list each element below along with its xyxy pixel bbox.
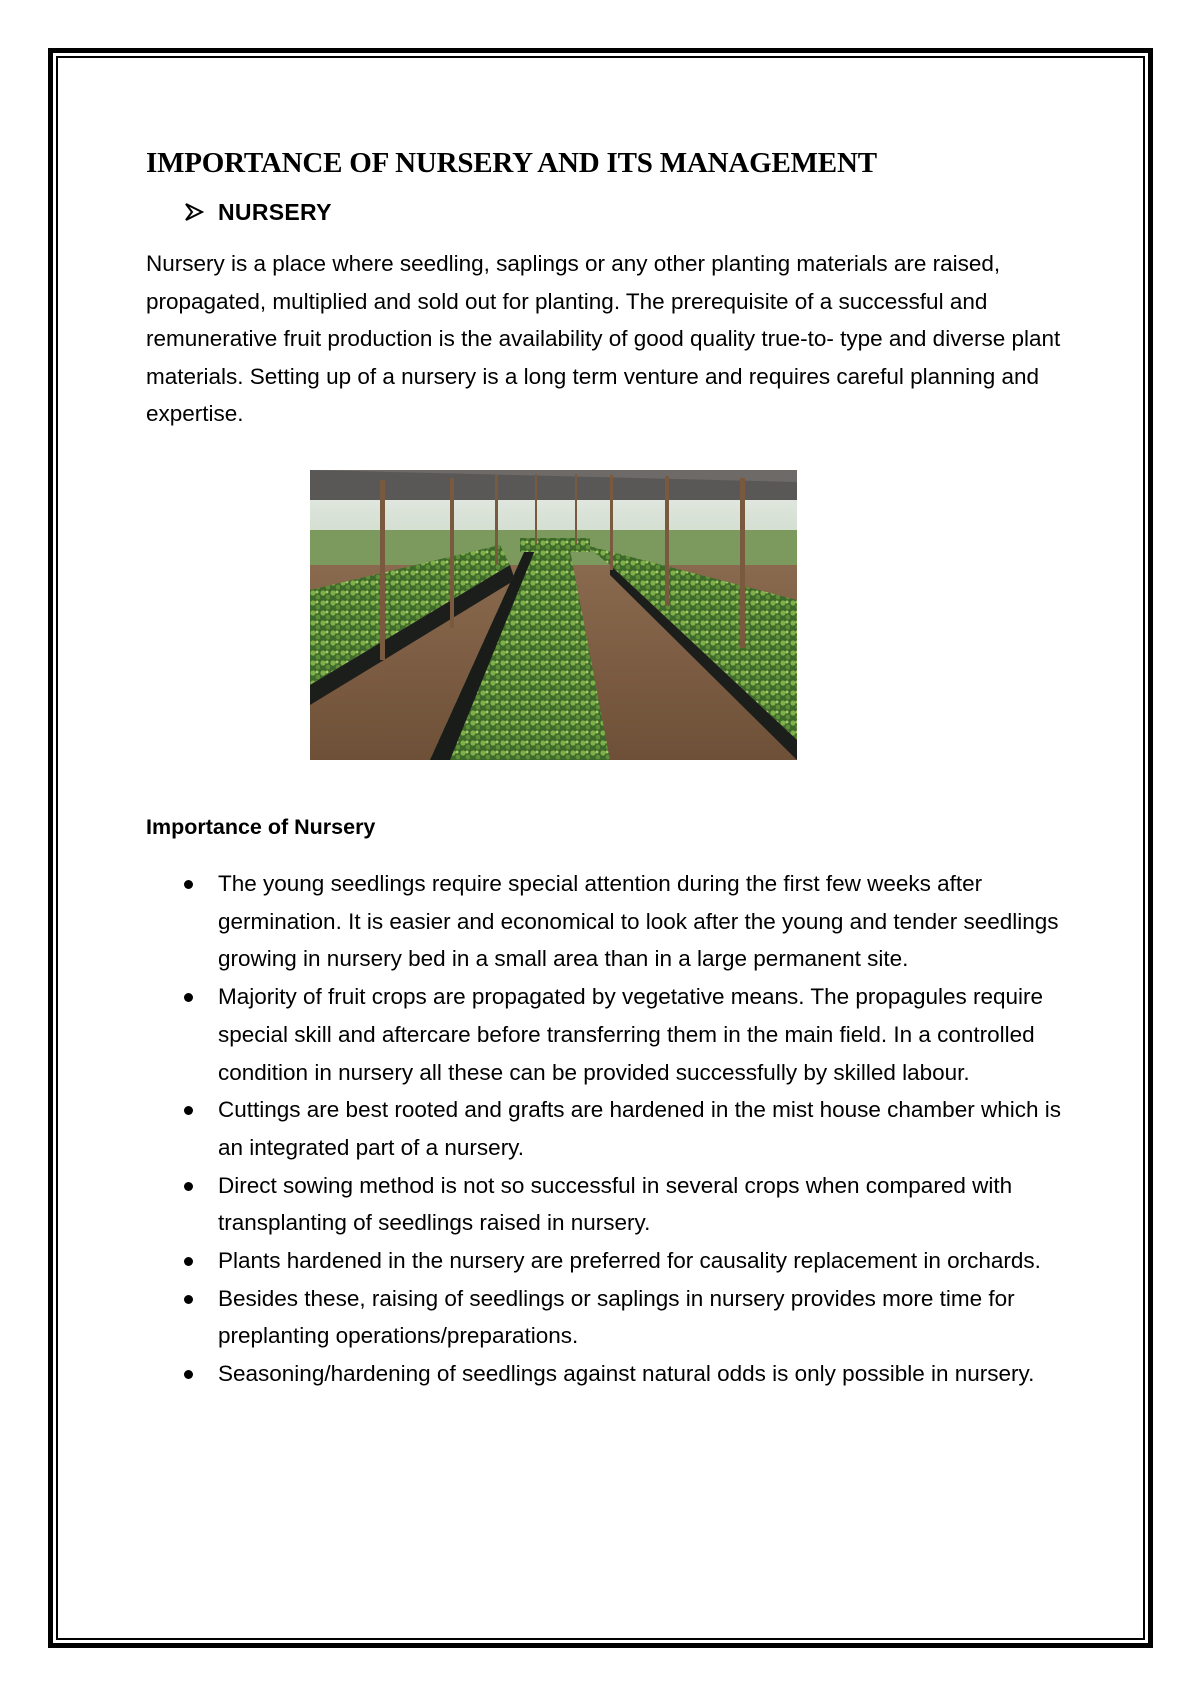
document-body	[146, 145, 1066, 1387]
list-item-text: Plants hardened in the nursery are preferred for causality replacement in orchards.	[218, 1248, 1041, 1274]
document-title: IMPORTANCE OF NURSERY AND ITS MANAGEMENT	[146, 147, 877, 179]
list-item	[184, 1167, 1064, 1242]
importance-list	[184, 865, 1064, 1393]
bullet-icon	[184, 1295, 193, 1304]
bullet-icon	[184, 1182, 193, 1191]
bullet-icon	[184, 1257, 193, 1266]
intro-paragraph: Nursery is a place where seedling, saplings or any other planting materials are raised, propagated, multiplied and sold out for planting. The prerequisite of a successful and remunerative fruit production is the availability of good quality true-to- type and diverse plant materials. Setting up of a nursery is a long term venture and requires careful planning and expertise.	[146, 251, 1061, 426]
list-item	[184, 1091, 1064, 1166]
bullet-icon	[184, 1370, 193, 1379]
list-item-text: Direct sowing method is not so successful in several crops when compared with transplanting of seedlings raised in nursery.	[218, 1172, 1013, 1236]
list-item	[184, 1242, 1064, 1280]
importance-heading: Importance of Nursery	[146, 815, 376, 839]
subheading-text: NURSERY	[218, 198, 332, 225]
list-item	[184, 1280, 1064, 1355]
bullet-icon	[184, 993, 193, 1002]
nursery-subheading	[184, 197, 1066, 227]
list-item-text: Besides these, raising of seedlings or saplings in nursery provides more time for preplanting operations/preparations.	[218, 1285, 1015, 1349]
list-item-text: Majority of fruit crops are propagated by vegetative means. The propagules require special skill and aftercare before transferring them in the main field. In a controlled condition in nursery all these can be provided successfully by skilled labour.	[218, 984, 1044, 1085]
arrow-bullet-icon	[184, 202, 204, 222]
bullet-icon	[184, 1106, 193, 1115]
list-item	[184, 865, 1064, 978]
list-item-text: Seasoning/hardening of seedlings against natural odds is only possible in nursery.	[218, 1361, 1035, 1387]
bullet-icon	[184, 880, 193, 889]
list-item	[184, 978, 1064, 1091]
list-item-text: Cuttings are best rooted and grafts are hardened in the mist house chamber which is an integrated part of a nursery.	[218, 1097, 1061, 1160]
list-item-text: The young seedlings require special attention during the first few weeks after germination. It is easier and economical to look after the young and tender seedlings growing in nursery bed in a small area than in a large permanent site.	[218, 871, 1059, 972]
list-item	[184, 1355, 1064, 1393]
nursery-photo	[310, 470, 797, 760]
nursery-photo-drawing	[310, 470, 797, 760]
